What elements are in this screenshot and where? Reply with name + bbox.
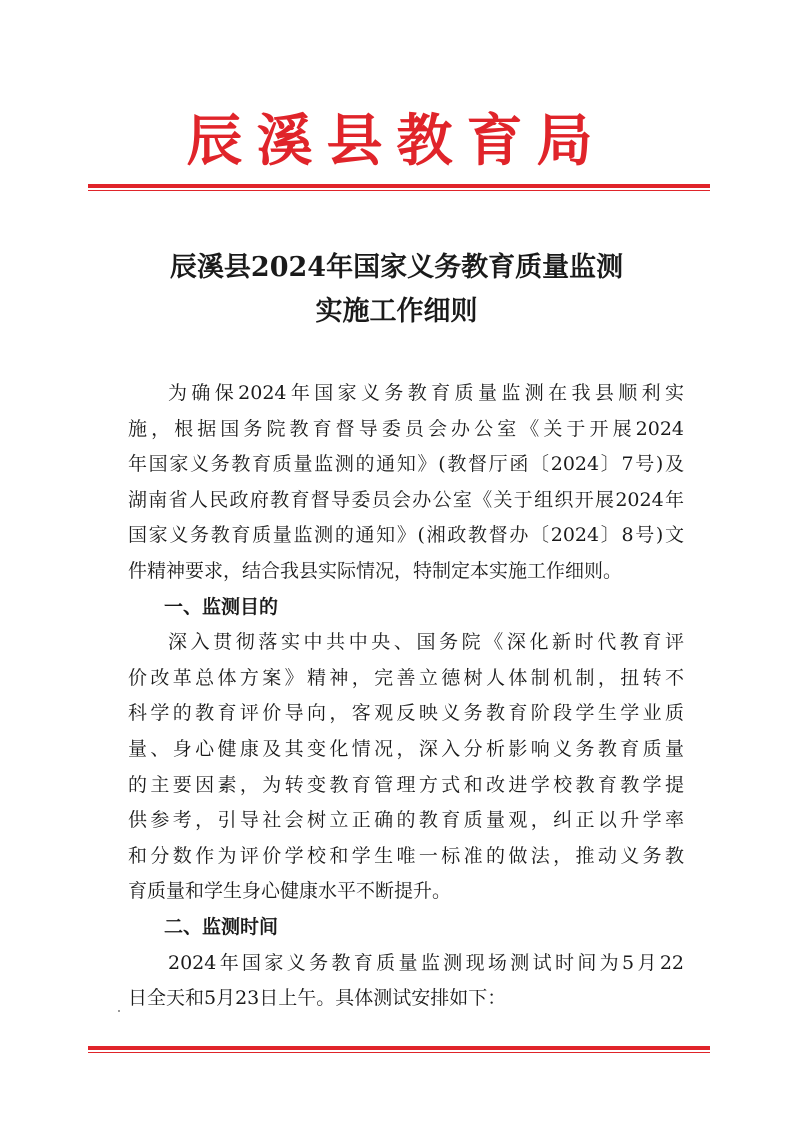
document-title bbox=[0, 246, 793, 334]
section1-line: 深入贯彻落实中共中央、国务院《深化新时代教育评 bbox=[168, 631, 684, 654]
intro-line: 国家义务教育质量监测的通知》(湘政教督办〔2024〕8号)文 bbox=[128, 524, 684, 547]
document-body bbox=[128, 376, 684, 1017]
section1-line: 量、身心健康及其变化情况，深入分析影响义务教育质量 bbox=[128, 737, 684, 760]
intro-line: 件精神要求，结合我县实际情况，特制定本实施工作细则。 bbox=[128, 559, 623, 582]
section1-line: 育质量和学生身心健康水平不断提升。 bbox=[128, 880, 452, 903]
section2-line: 2024年国家义务教育质量监测现场测试时间为5月22 bbox=[168, 951, 684, 974]
section1-line: 供参考，引导社会树立正确的教育质量观，纠正以升学率 bbox=[128, 809, 684, 832]
section1-line: 和分数作为评价学校和学生唯一标准的做法，推动义务教 bbox=[128, 844, 684, 867]
scan-speck bbox=[118, 1010, 120, 1012]
section1-line: 的主要因素，为转变教育管理方式和改进学校教育教学提 bbox=[128, 773, 684, 796]
intro-line: 为确保2024年国家义务教育质量监测在我县顺利实 bbox=[168, 382, 684, 404]
intro-line: 湖南省人民政府教育督导委员会办公室《关于组织开展2024年 bbox=[128, 488, 684, 511]
section2-line: 日全天和5月23日上午。具体测试安排如下： bbox=[128, 987, 507, 1010]
section1-line: 价改革总体方案》精神，完善立德树人体制机制，扭转不 bbox=[128, 666, 684, 689]
section-heading-purpose: 一、监测目的 bbox=[164, 595, 279, 618]
header-red-rule bbox=[88, 184, 710, 191]
section1-line: 科学的教育评价导向，客观反映义务教育阶段学生学业质 bbox=[128, 702, 684, 725]
section-heading-time: 二、监测时间 bbox=[164, 915, 279, 938]
footer-red-rule bbox=[88, 1046, 710, 1053]
document-title-line-2: 实施工作细则 bbox=[315, 296, 478, 327]
intro-line: 施，根据国务院教育督导委员会办公室《关于开展2024 bbox=[128, 417, 684, 440]
document-title-line-1: 辰溪县2024年国家义务教育质量监测 bbox=[169, 252, 624, 283]
intro-line: 年国家义务教育质量监测的通知》(教督厅函〔2024〕7号)及 bbox=[128, 453, 684, 476]
org-letterhead: 辰溪县教育局 bbox=[186, 108, 607, 174]
